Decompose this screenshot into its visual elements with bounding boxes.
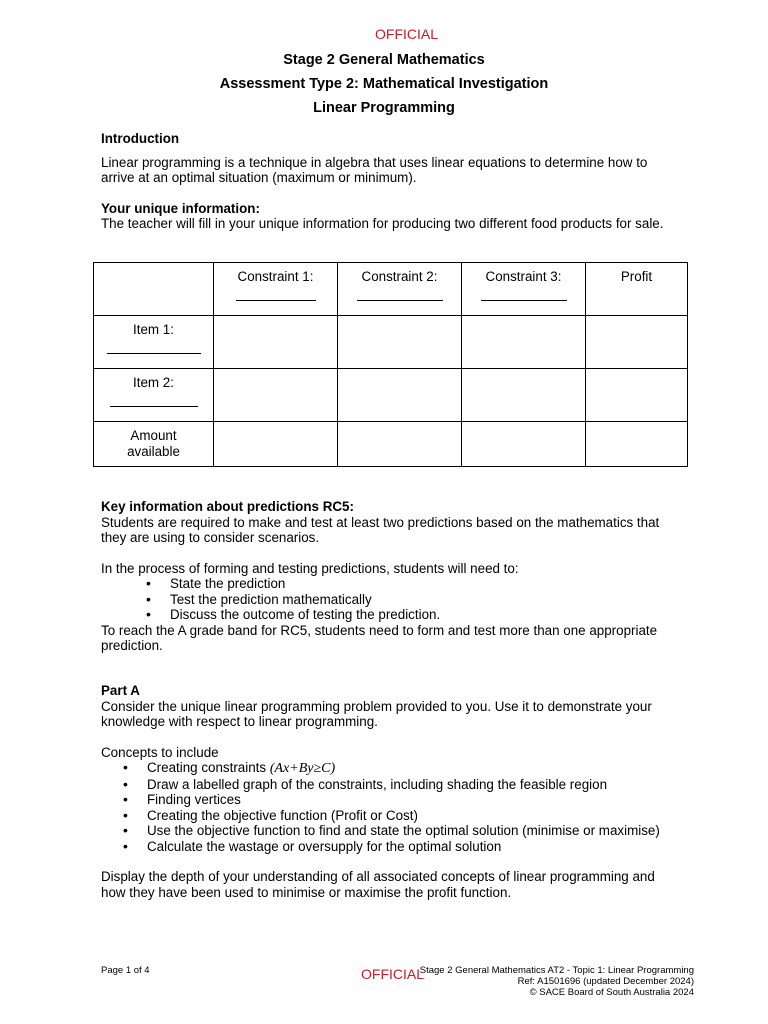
predictions-heading: Key information about predictions RC5: — [101, 499, 354, 514]
intro-text: Linear programming is a technique in algebra that uses linear equations to determine how to arrive at an optimal situation (maximum or minimum). — [101, 154, 648, 185]
concepts-heading: Concepts to include — [101, 744, 219, 760]
table-corner-cell — [94, 263, 214, 316]
predictions-list — [101, 576, 681, 623]
document-title: Stage 2 General Mathematics — [283, 52, 485, 68]
predictions-section — [101, 499, 681, 654]
constraint-formula: (Ax+By≥C) — [269, 761, 336, 776]
list-item — [101, 760, 681, 777]
table-cell[interactable] — [338, 422, 462, 467]
blank-line[interactable] — [107, 352, 201, 354]
predictions-lead: In the process of forming and testing predictions, students will need to: — [101, 560, 519, 576]
part-a-closing: Display the depth of your understanding of all associated concepts of linear programming and how they have been used to minimise or maximise the profit function. — [101, 869, 655, 900]
table-cell[interactable] — [586, 316, 688, 369]
concepts-list — [101, 760, 681, 854]
table-row-amount-available: Amount available — [127, 428, 180, 459]
table-cell[interactable] — [586, 369, 688, 422]
list-item: • Use the objective function to find and state the optimal solution (minimise or maximise) — [101, 823, 681, 839]
intro-section — [101, 131, 681, 232]
official-marking-top: OFFICIAL — [375, 26, 439, 42]
list-item: • Test the prediction mathematically — [101, 592, 681, 608]
table-header-constraint-2: Constraint 2: — [361, 269, 438, 284]
document-topic: Linear Programming — [313, 100, 455, 116]
table-cell[interactable] — [462, 369, 586, 422]
table-header-constraint-1: Constraint 1: — [237, 269, 314, 284]
predictions-text: Students are required to make and test at least two predictions based on the mathematics that they are using to consider scenarios. — [101, 514, 660, 545]
table-cell[interactable] — [586, 422, 688, 467]
blank-line[interactable] — [236, 299, 316, 301]
part-a-heading: Part A — [101, 683, 140, 698]
table-cell[interactable] — [462, 316, 586, 369]
unique-text: The teacher will fill in your unique information for producing two different food products for sale. — [101, 216, 664, 231]
part-a-section — [101, 683, 681, 900]
table-header-profit: Profit — [586, 263, 688, 316]
document-subtitle: Assessment Type 2: Mathematical Investigation — [219, 76, 549, 92]
table-cell[interactable] — [338, 369, 462, 422]
page-number: Page 1 of 4 — [101, 965, 150, 976]
unique-info-table — [93, 262, 688, 467]
document-title-block — [0, 51, 768, 123]
list-item: • Finding vertices — [101, 792, 681, 808]
predictions-closing: To reach the A grade band for RC5, students need to form and test more than one appropriate prediction. — [101, 622, 658, 653]
list-item: • Discuss the outcome of testing the prediction. — [101, 607, 681, 623]
part-a-text: Consider the unique linear programming problem provided to you. Use it to demonstrate your knowledge with respect to linear programming. — [101, 698, 652, 729]
footer-ref: Ref: A1501696 (updated December 2024) — [517, 976, 694, 987]
blank-line[interactable] — [481, 299, 567, 301]
footer-info — [420, 965, 694, 998]
table-row-item-1: Item 1: — [133, 322, 174, 337]
table-cell[interactable] — [214, 316, 338, 369]
list-item: • Draw a labelled graph of the constraints, including shading the feasible region — [101, 777, 681, 793]
list-item: • Calculate the wastage or oversupply for the optimal solution — [101, 839, 681, 855]
concept-constraints-label: Creating constraints — [147, 760, 267, 775]
footer-copyright: © SACE Board of South Australia 2024 — [529, 987, 694, 998]
table-cell[interactable] — [214, 422, 338, 467]
list-item: • Creating the objective function (Profit or Cost) — [101, 808, 681, 824]
footer-course: Stage 2 General Mathematics AT2 - Topic 1: Linear Programming — [419, 965, 694, 976]
table-cell[interactable] — [338, 316, 462, 369]
blank-line[interactable] — [110, 405, 198, 407]
intro-heading: Introduction — [101, 131, 180, 146]
list-item: • State the prediction — [101, 576, 681, 592]
table-row-item-2: Item 2: — [133, 375, 174, 390]
unique-heading: Your unique information: — [101, 200, 260, 216]
table-cell[interactable] — [214, 369, 338, 422]
blank-line[interactable] — [357, 299, 443, 301]
official-marking-bottom: OFFICIAL — [361, 966, 425, 982]
table-header-constraint-3: Constraint 3: — [485, 269, 562, 284]
table-cell[interactable] — [462, 422, 586, 467]
